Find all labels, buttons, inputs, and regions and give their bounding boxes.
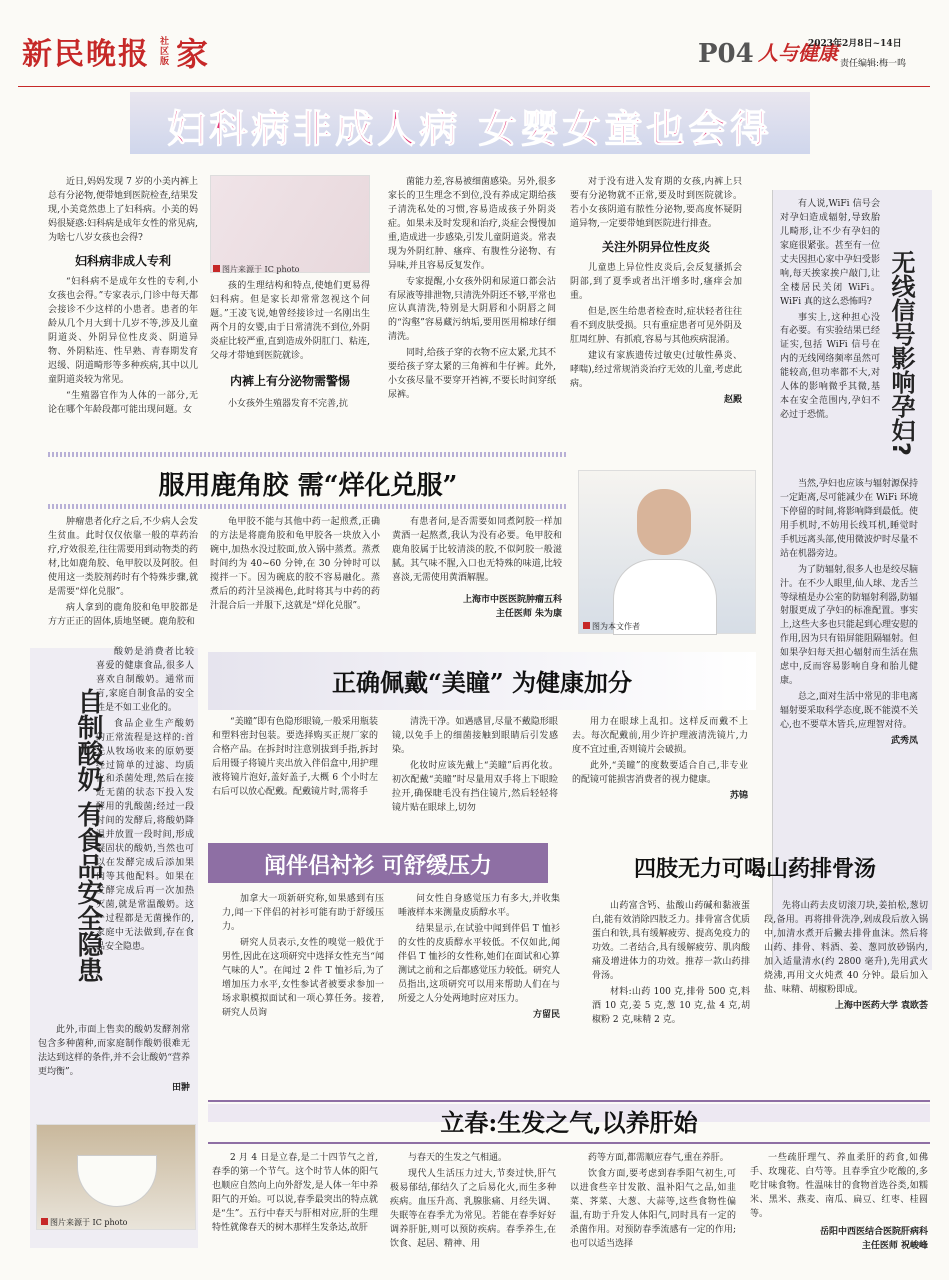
a4-para: 化妆时应该先戴上“美瞳”后再化妆。初次配戴“美瞳”时尽量用双手将上下眼睑拉开,确保睫毛没有挡住镜片,然后轻轻将镜片贴在眼球上,切勿 [392, 760, 558, 813]
a7-para: 现代人生活压力过大,节奏过快,肝气极易郁结,郁结久了之后易化火,而生多种疾病。血压升高、乳腺胀痛、月经失调、失眠等在春季尤为常见。若能在春季好好调养肝脏,则可以预防疾病。春季养生,在饮食、起居、精神、用 [390, 1168, 556, 1249]
author-head [637, 489, 691, 555]
masthead [0, 0, 949, 90]
a5-para: 加拿大一项新研究称,如果感到有压力,闻一下伴侣的衬衫可能有助于舒缓压力。 [222, 894, 384, 932]
page-number: P04 [698, 39, 754, 69]
a3-photo [36, 1124, 196, 1230]
a3-title: 自制酸奶 有食品安全隐患 [73, 688, 103, 984]
a4-para: “美瞳”即有色隐形眼镜,一般采用瓶装和塑料密封包装。要选择购买正规厂家的合格产品。在拆封时注意别拔到手指,拆封后用镊子将镜片夹出放入伴侣盒中,用护理液将镜片泡好,盖好盖子,大概 6 个小时左右后可以放心配戴。配戴镜片时,需将手 [212, 717, 378, 797]
a4-col3 [572, 716, 748, 804]
a7-para: 饮食方面,要考虑到春季阳气初生,可以进食些辛甘发散、温补阳气之品,如韭菜、荠菜、大葱、大蒜等,这些食物性偏温,有助于升发人体阳气,同时具有一定的杀菌作用。对预防春季流感有一定的作用;也可以适当选择 [570, 1168, 736, 1249]
a1-para: 近日,妈妈发现 7 岁的小美内裤上总有分泌物,便带她到医院检查,结果发现,小美竟然患上了妇科病。小美的妈妈很疑惑:妇科病是成年女性的常见病,为啥七八岁女孩也会得? [48, 177, 198, 243]
a2-para: 肿瘤患者化疗之后,不少病人会发生贫血。此时仅仅依靠一般的草药治疗,疗效很差,往往需要用到动物类的药材,比如鹿角胶、龟甲胶以及阿胶。但使用这一类胶剂药时有个特殊步骤,就是需要“烊化兑服”。 [48, 517, 198, 597]
a7-col2 [390, 1152, 556, 1254]
a1-subheading-3: 关注外阴异位性皮炎 [601, 239, 710, 254]
a2-rule-bottom [48, 504, 568, 509]
a4-col1 [212, 716, 378, 802]
article1-col3 [388, 176, 556, 405]
a1-para: 菌能力差,容易被细菌感染。另外,很多家长的卫生理念不到位,没有养成定期给孩子清洗私处的习惯,容易造成孩子外阴炎症。如果未及时发现和治疗,炎症会慢慢加重,造成进一步感染,引发儿童阴道炎。常表现为外阴红肿、瘙痒、有腹性分泌物、有异味,并且容易反复发作。 [388, 177, 556, 271]
a7-para: 药等方面,都需顺应春气,重在养肝。 [588, 1153, 729, 1163]
a4-col2 [392, 716, 558, 818]
a6-para: 材料:山药 100 克,排骨 500 克,料酒 10 克,姜 5 克,葱 10 克,盐 4 克,胡椒粉 2 克,味精 2 克。 [592, 986, 750, 1025]
a6-para: 山药富含钙、盐酸山药碱和黏液蛋白,能有效消除四肢乏力。排骨富含优质蛋白和铁,具有缓解疲劳、提高免疫力的功效。二者结合,具有缓解疲劳、肌肉酸痛及增进体力的功效。推荐一款山药排骨汤。 [592, 901, 750, 981]
a7-author-name: 主任医师 祝峻峰 [861, 1240, 928, 1251]
a3-photo-caption [41, 1217, 128, 1229]
a2-para: 病人拿到的鹿角胶和龟甲胶都是方方正正的固体,质地坚硬。鹿角胶和 [48, 602, 198, 627]
editor-credit: 责任编辑:梅一鸣 [840, 59, 907, 69]
yogurt-bowl [77, 1155, 157, 1207]
wifi-title: 无线信号影响孕妇? [887, 250, 915, 456]
a3-photo-caption-text: 图片来源于 IC photo [50, 1218, 128, 1227]
a4-para: 此外,“美瞳”的度数要适合自己,非专业的配镜可能损害消费者的视力健康。 [572, 760, 748, 785]
a1-subheading-2: 内裤上有分泌物需警惕 [229, 373, 350, 388]
a1-para: 孩的生理结构和特点,使她们更易得妇科病。但是家长却常常忽视这个问题。”王凌飞说,她曾经接诊过一名刚出生两个月的女婴,由于日常清洗不到位,外阴炎症比较严重,直到造成外阴肛门、粘连,父母才带她到医院就诊。 [210, 281, 370, 361]
wifi-body-2 [780, 478, 918, 749]
a3-author: 田翀 [171, 1082, 190, 1093]
caption-marker-icon [213, 265, 220, 272]
article1-col2 [210, 280, 370, 414]
a2-author-photo [578, 470, 756, 634]
a3-body-2 [38, 1024, 190, 1096]
a2-col2 [210, 516, 380, 616]
a6-author: 上海中医药大学 袁欧荟 [834, 1000, 928, 1011]
a7-col3 [570, 1152, 736, 1254]
a3-para: 此外,市面上售卖的酸奶发酵剂常包含多种菌种,而家庭制作酸奶很难无法达到这样的条件,并不会让酸奶“营养更均衡”。 [38, 1025, 190, 1077]
a1-para: 专家提醒,小女孩外阴和尿道口都会沾有尿液等排泄物,只清洗外阴还不够,平常也应认真清洗,特别是大阴唇和小阴唇之间的“沟壑”容易藏污纳垢,要用医用棉球仔细清洗。 [388, 276, 556, 343]
a3-body [96, 646, 194, 957]
a4-title: 正确佩戴“美瞳” 为健康加分 [332, 668, 632, 697]
a5-para: 研究人员表示,女性的嗅觉一般优于男性,因此在这项研究中选择女性充当“闻气味的人”。在闻过 2 件 T 恤衫后,为了增加压力水平,女性参试者被要求参加一场求职模拟面试和一项心算任务。接着,研究人员询 [222, 937, 384, 1018]
a1-photo [210, 175, 370, 273]
a4-para: 清洗干净。如遇感冒,尽量不戴隐形眼镜,以免手上的细菌接触到眼睛后引发感染。 [392, 717, 558, 755]
a4-author: 苏锦 [729, 790, 748, 801]
a5-col1 [222, 893, 384, 1022]
wifi-author: 武秀凤 [890, 735, 918, 746]
a7-col1 [212, 1152, 378, 1238]
wifi-para: 有人说,WiFi 信号会对孕妇造成辐射,导致胎儿畸形,让不少有孕妇的家庭很紧张。甚至有一位丈夫因担心家中孕妇受影响,每天挨家挨户敲门,让全楼居民关闭 WiFi。WiFi 真的这么恐怖吗? [780, 199, 880, 307]
a4-para: 用力在眼球上乱扣。这样反而戴不上去。每次配戴前,用少许护理液清洗镜片,力度不宜过重,否则镜片会破损。 [572, 717, 748, 755]
a1-para: “生殖器官作为人体的一部分,无论在哪个年龄段都可能出现问题。女 [48, 390, 198, 415]
wifi-para: 为了防辐射,很多人也是绞尽脑汁。在不少人眼里,仙人球、龙舌兰等绿植是办公室的防辐射利器,防辐射服更成了孕妇的标准配置。事实上,这些大多也只能起到心理安慰的作用,因为只有铅屏能阻隔辐射。但如果孕妇每天担心辐射而生活在焦虑中,反而容易影响自身和胎儿健康。 [780, 564, 918, 687]
banner-title: 妇科病非成人病 女婴女童也会得 [167, 107, 773, 151]
a3-para: 酸奶是消费者比较喜爱的健康食品,很多人喜欢自制酸奶。通常而言,家庭自制食品的安全性是不如工业化的。 [96, 647, 194, 713]
a7-para: 一些疏肝理气、养血柔肝的药食,如佛手、玫瑰花、白芍等。且春季宜少吃酸的,多吃甘味食物。性温味甘的食物首选谷类,如糯米、黑米、燕麦、南瓜、扁豆、红枣、桂圆等。 [750, 1153, 928, 1219]
a2-photo-caption-text: 图为本文作者 [592, 622, 640, 631]
article1-col4 [570, 176, 742, 408]
a1-para: 同时,给孩子穿的衣物不应太紧,尤其不要给孩子穿太紧的三角裤和牛仔裤。此外,小女孩尽量不要穿开裆裤,不要长时间穿纸尿裤。 [388, 348, 556, 401]
a7-title: 立春:生发之气,以养肝始 [440, 1108, 698, 1137]
a1-author: 赵殿 [723, 394, 742, 405]
caption-marker-icon [41, 1218, 48, 1225]
a1-para: 建议有家族遗传过敏史(过敏性鼻炎、哮喘),经过常规消炎治疗无效的儿童,考虑此病。 [570, 350, 742, 389]
article1-col1 [48, 176, 198, 420]
a1-para: 对于没有进入发育期的女孩,内裤上只要有分泌物就不正常,要及时到医院就诊。若小女孩阴道有脓性分泌物,要高度怀疑阴道异物,一定要带她到医院进行排查。 [570, 177, 742, 229]
wifi-para: 事实上,这种担心没有必要。有实验结果已经证实,包括 WiFi 信号在内的无线网络频率虽然可能较高,但功率都不大,对人体的影响微乎其微,基本在安全范围内,孕妇不必过于恐慌。 [780, 312, 880, 421]
a2-col1 [48, 516, 198, 632]
caption-marker-icon [583, 622, 590, 629]
wifi-para: 当然,孕妇也应该与辐射源保持一定距离,尽可能减少在 WiFi 环境下停留的时间,将影响降到最低。使用手机时,不妨用长线耳机,睡觉时手机远离头部,使用微波炉时尽量不站在机器旁边。 [780, 479, 918, 559]
a5-col2 [398, 893, 560, 1022]
section-title: 人与健康 [758, 41, 838, 65]
a5-title: 闻伴侣衬衫 可舒缓压力 [264, 853, 492, 879]
a7-col4 [750, 1152, 928, 1254]
a2-para: 龟甲胶不能与其他中药一起煎煮,正确的方法是将鹿角胶和龟甲胶各一块放入小碗中,加热水没过胶面,放入锅中蒸煮。蒸煮时间约为 40~60 分钟,在 30 分钟时可以搅拌一下。因为碗底的胶不容易融化。蒸煮后的药汁呈淡褐色,此时将其与中药的药汁混合后一并服下,这就是“烊化兑服”。 [210, 517, 380, 611]
a2-photo-caption [583, 621, 640, 633]
a2-col3 [392, 516, 562, 622]
a2-title: 服用鹿角胶 需“烊化兑服” [158, 471, 458, 501]
a6-col2 [764, 900, 928, 1014]
logo-subtitle: 社区版 [160, 37, 170, 67]
a1-photo-caption-text: 图片来源于 IC photo [222, 265, 300, 274]
a5-author: 方留民 [532, 1009, 560, 1020]
a2-author-name: 主任医师 朱为康 [495, 608, 562, 619]
wifi-para: 总之,面对生活中常见的非电离辐射要采取科学态度,既不能漠不关心,也不要草木皆兵,应理智对待。 [780, 692, 918, 730]
a1-photo-caption [213, 264, 300, 276]
a6-para: 先将山药去皮切滚刀块,姜拍松,葱切段,备用。再将排骨洗净,剁成段后放入锅中,加清水煮开后撇去排骨血沫。然后将山药、排骨、料酒、姜、葱同放砂锅内,加入适量清水(约 2800 毫升),先用武火烧沸,再用文火炖煮 40 分钟。最后加入盐、味精、胡椒粉即成。 [764, 901, 928, 995]
a1-para: “妇科病不是成年女性的专利,小女孩也会得。”专家表示,门诊中每天都会接诊不少这样的小患者。患者的年龄从几个月大到十几岁不等,涉及儿童阴道炎、外阴异位性皮炎、阴道异物、外阴粘连、性早熟、青春期发育迟缓、阴道畸形等多种疾病,其中以儿童阴道炎较为常见。 [48, 277, 198, 385]
a5-para: 问女性自身感觉压力有多大,并收集唾液样本来测量皮质醇水平。 [398, 894, 560, 918]
a1-para: 儿童患上异位性皮炎后,会反复搔抓会阴部,到了夏季或者出汗增多时,瘙痒会加重。 [570, 263, 742, 302]
a7-author-unit: 岳阳中西医结合医院肝病科 [819, 1226, 928, 1237]
a5-para: 结果显示,在试验中闻到伴侣 T 恤衫的女性的皮质醇水平较低。不仅如此,闻伴侣 T 恤衫的女性称,她们在面试和心算测试之前和之后都感觉压力较低。研究人员指出,这项研究可以用来帮助人们在与所爱之人分处两地时应对压力。 [398, 923, 561, 1004]
newspaper-logo: 新民晚报 [22, 37, 150, 72]
a2-author-unit: 上海市中医医院肿瘤五科 [462, 594, 562, 605]
logo-jia: 家 [176, 35, 209, 73]
a7-para: 与春天的生发之气相通。 [408, 1153, 508, 1163]
a3-para: 食品企业生产酸奶的正常流程是这样的:首先从牧场收来的原奶要经过简单的过滤、均质化和杀菌处理,然后在接近无菌的状态下投入发酵用的乳酸菌;经过一段时间的发酵后,将酸奶降温并放置一段时间,形成凝固状的酸奶,当然也可以在发酵完成后添加果肉等其他配料。如果在发酵完成后再一次加热灭菌,就是常温酸奶。这一过程都是无菌操作的,家庭中无法做到,存在食品安全隐患。 [96, 718, 194, 952]
a6-col1 [592, 900, 750, 1029]
a6-title: 四肢无力可喝山药排骨汤 [633, 856, 876, 882]
issue-date: 2023年2月8日~14日 [808, 39, 902, 49]
header-rule [18, 86, 930, 87]
a1-para: 小女孩外生殖器发育不完善,抗 [228, 399, 348, 410]
wifi-body [780, 198, 880, 425]
a1-subheading-1: 妇科病非成人专利 [74, 253, 171, 268]
a2-rule [48, 452, 568, 457]
a1-para: 但是,医生给患者检查时,症状轻者往往看不到皮肤受损。只有重症患者可见外阴及肛周红肿、有抓痕,容易与其他疾病混淆。 [570, 307, 742, 346]
a2-para: 有患者问,是否需要如同煮阿胶一样加黄酒一起熬煮,我认为没有必要。龟甲胶和鹿角胶属于比较清淡的胶,不似阿胶一般滋腻。其气味不腥,入口也无特殊的味道,比较喜淡,无需使用黄酒解腥。 [392, 517, 562, 583]
a7-para: 2 月 4 日是立春,是二十四节气之首,春季的第一个节气。这个时节人体的阳气也顺应自然向上向外舒发,是人体一年中养阳气的开始。可以说,春季最突出的特点就是“生”。五行中春天与肝相对应,肝的生理特性就像春天的树木那样生发条达,故肝 [212, 1153, 378, 1233]
